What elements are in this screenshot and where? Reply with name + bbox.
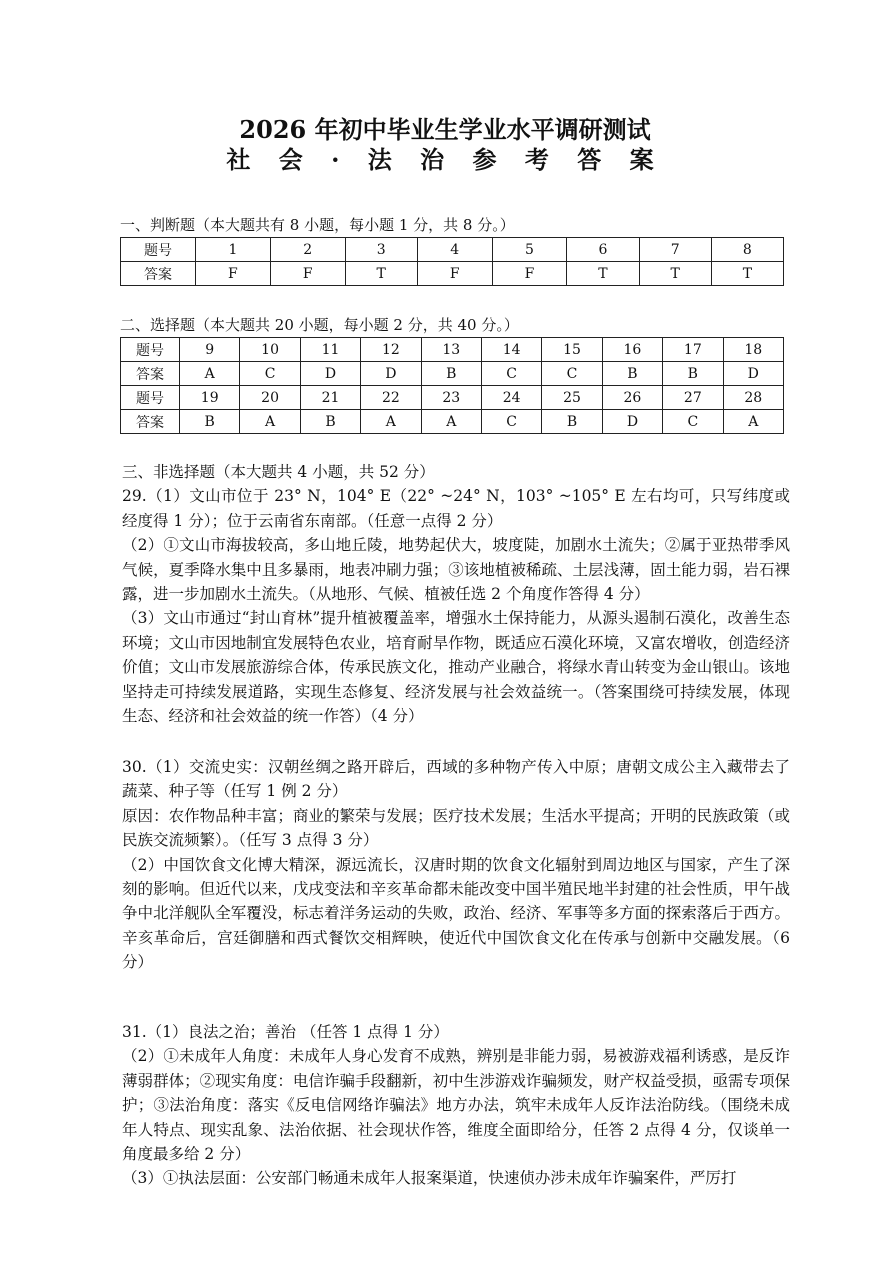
answer-cell: D bbox=[602, 410, 662, 434]
question-number: 3 bbox=[345, 238, 417, 262]
question-number: 14 bbox=[481, 338, 541, 362]
question-number: 4 bbox=[417, 238, 492, 262]
table-row bbox=[121, 262, 784, 286]
question-number: 27 bbox=[663, 386, 723, 410]
answer-paragraph: 原因：农作物品种丰富；商业的繁荣与发展；医疗技术发展；生活水平提高；开明的民族政策（或民族交流频繁）。（任写 3 点得 3 分） bbox=[122, 806, 790, 850]
question-number: 2 bbox=[270, 238, 345, 262]
answer-cell: C bbox=[542, 362, 602, 386]
table-row bbox=[121, 410, 784, 434]
question-number: 7 bbox=[639, 238, 711, 262]
row-label: 答案 bbox=[121, 262, 196, 286]
answer-cell: C bbox=[240, 362, 300, 386]
question-number: 17 bbox=[663, 338, 723, 362]
table-row bbox=[121, 362, 784, 386]
answer-cell: C bbox=[481, 410, 541, 434]
question-number: 10 bbox=[240, 338, 300, 362]
answer-paragraph: （3）文山市通过“封山育林”提升植被覆盖率，增强水土保持能力，从源头遏制石漠化，改善生态环境；文山市因地制宜发展特色农业，培育耐旱作物，既适应石漠化环境，又富农增收，创造经济价值；文山市发展旅游综合体，传承民族文化，推动产业融合，将绿水青山转变为金山银山。该地坚持走可持续发展道路，实现生态修复、经济发展与社会效益统一。（答案围绕可持续发展，体现生态、经济和社会效益的统一作答）（4 分） bbox=[122, 609, 790, 726]
answer-paragraph: 30.（1）交流史实：汉朝丝绸之路开辟后，西域的多种物产传入中原；唐朝文成公主入藏带去了蔬菜、种子等（任写 1 例 2 分） bbox=[122, 758, 790, 801]
answer-cell: B bbox=[421, 362, 481, 386]
document-subtitle: 社 会 · 法 治 参 考 答 案 bbox=[226, 145, 664, 174]
question-number: 9 bbox=[180, 338, 240, 362]
question-number: 20 bbox=[240, 386, 300, 410]
answer-cell: B bbox=[542, 410, 602, 434]
table-row bbox=[121, 338, 784, 362]
section3-heading: 三、非选择题（本大题共 4 小题，共 52 分） bbox=[122, 463, 435, 481]
question-number: 11 bbox=[300, 338, 360, 362]
question-number: 19 bbox=[180, 386, 240, 410]
answer-cell: T bbox=[639, 262, 711, 286]
question-number: 21 bbox=[300, 386, 360, 410]
question-number: 16 bbox=[602, 338, 662, 362]
question-number: 24 bbox=[481, 386, 541, 410]
answer-paragraph: 31.（1）良法之治；善治 （任答 1 点得 1 分） bbox=[122, 1023, 449, 1041]
question-number: 15 bbox=[542, 338, 602, 362]
section2-heading: 二、选择题（本大题共 20 小题，每小题 2 分，共 40 分。） bbox=[120, 316, 519, 334]
answer-cell: T bbox=[567, 262, 639, 286]
answer-cell: D bbox=[300, 362, 360, 386]
question-number: 23 bbox=[421, 386, 481, 410]
answer-cell: A bbox=[723, 410, 783, 434]
section3 bbox=[122, 460, 790, 728]
answer-cell: B bbox=[602, 362, 662, 386]
question-number: 25 bbox=[542, 386, 602, 410]
answer-cell: A bbox=[361, 410, 421, 434]
answer-cell: F bbox=[492, 262, 567, 286]
table-row bbox=[121, 386, 784, 410]
answer-paragraph: 29.（1）文山市位于 23° N，104° E（22° ~24° N，103° ~105° E 左右均可，只写纬度或经度得 1 分）；位于云南省东南部。（任意一点得 2 分） bbox=[122, 487, 790, 530]
choice-answer-table bbox=[120, 337, 784, 434]
question-number: 6 bbox=[567, 238, 639, 262]
answer-cell: A bbox=[421, 410, 481, 434]
question-number: 26 bbox=[602, 386, 662, 410]
row-label: 题号 bbox=[121, 338, 180, 362]
answer-cell: F bbox=[196, 262, 271, 286]
question-31-answers bbox=[122, 1020, 790, 1191]
answer-cell: B bbox=[180, 410, 240, 434]
question-number: 1 bbox=[196, 238, 271, 262]
answer-cell: B bbox=[300, 410, 360, 434]
section1-heading: 一、判断题（本大题共有 8 小题，每小题 1 分，共 8 分。） bbox=[120, 216, 515, 234]
answer-paragraph: （2）①文山市海拔较高，多山地丘陵，地势起伏大，坡度陡，加剧水土流失；②属于亚热带季风气候，夏季降水集中且多暴雨，地表冲刷力强；③该地植被稀疏、土层浅薄，固土能力弱，岩石裸露，进一步加剧水土流失。（从地形、气候、植被任选 2 个角度作答得 4 分） bbox=[122, 536, 790, 604]
answer-cell: T bbox=[345, 262, 417, 286]
question-number: 22 bbox=[361, 386, 421, 410]
answer-cell: F bbox=[417, 262, 492, 286]
question-number: 13 bbox=[421, 338, 481, 362]
row-label: 题号 bbox=[121, 386, 180, 410]
answer-paragraph: （2）中国饮食文化博大精深，源远流长，汉唐时期的饮食文化辐射到周边地区与国家，产生了深刻的影响。但近代以来，戊戌变法和辛亥革命都未能改变中国半殖民地半封建的社会性质，甲午战争中北洋舰队全军覆没，标志着洋务运动的失败，政治、经济、军事等多方面的探索落后于西方。辛亥革命后，宫廷御膳和西式餐饮交相辉映，使近代中国饮食文化在传承与创新中交融发展。（6 分） bbox=[122, 855, 790, 972]
answer-cell: T bbox=[711, 262, 783, 286]
row-label: 题号 bbox=[121, 238, 196, 262]
answer-paragraph: （3）①执法层面：公安部门畅通未成年人报案渠道，快速侦办涉未成年诈骗案件，严厉打 bbox=[122, 1169, 737, 1188]
question-number: 18 bbox=[723, 338, 783, 362]
document-title: 2026 年初中毕业生学业水平调研测试 bbox=[239, 115, 651, 144]
answer-cell: C bbox=[663, 410, 723, 434]
answer-cell: C bbox=[481, 362, 541, 386]
judgement-answer-table bbox=[120, 237, 784, 286]
question-number: 28 bbox=[723, 386, 783, 410]
question-30-answers bbox=[122, 755, 790, 975]
question-number: 8 bbox=[711, 238, 783, 262]
answer-cell: A bbox=[180, 362, 240, 386]
answer-cell: D bbox=[723, 362, 783, 386]
answer-cell: B bbox=[663, 362, 723, 386]
question-number: 12 bbox=[361, 338, 421, 362]
answer-cell: A bbox=[240, 410, 300, 434]
table-row bbox=[121, 238, 784, 262]
answer-paragraph: （2）①未成年人角度：未成年人身心发育不成熟，辨别是非能力弱，易被游戏福利诱惑，是反诈薄弱群体；②现实角度：电信诈骗手段翻新，初中生涉游戏诈骗频发，财产权益受损，亟需专项保护；③法治角度：落实《反电信网络诈骗法》地方办法，筑牢未成年人反诈法治防线。（围绕未成年人特点、现实乱象、法治依据、社会现状作答，维度全面即给分，任答 2 点得 4 分，仅谈单一角度最多给 2 分） bbox=[122, 1047, 790, 1164]
row-label: 答案 bbox=[121, 410, 180, 434]
row-label: 答案 bbox=[121, 362, 180, 386]
answer-cell: F bbox=[270, 262, 345, 286]
answer-cell: D bbox=[361, 362, 421, 386]
question-number: 5 bbox=[492, 238, 567, 262]
